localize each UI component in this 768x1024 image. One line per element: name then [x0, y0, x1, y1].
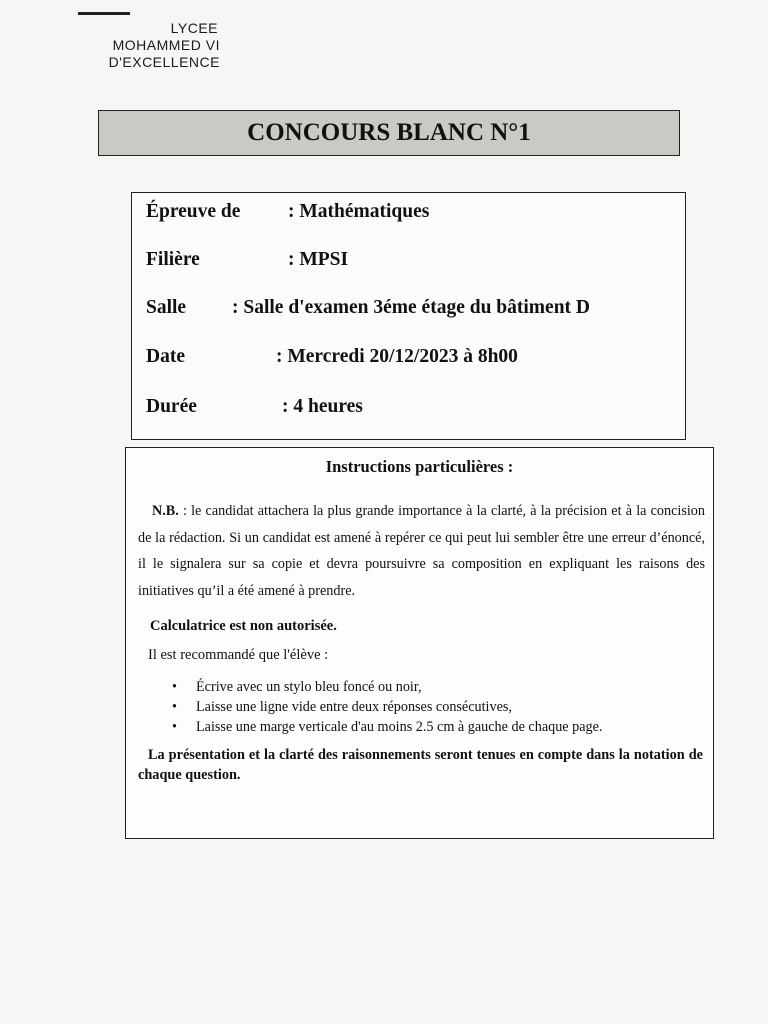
logo-mark: [78, 12, 130, 15]
calculator-notice: Calculatrice est non autorisée.: [150, 618, 337, 634]
info-row-room: [146, 297, 675, 325]
logo-line-3: D'EXCELLENCE: [108, 54, 220, 70]
logo-line-2: MOHAMMED VI: [112, 37, 220, 53]
info-value: : MPSI: [288, 249, 349, 270]
school-logo: [78, 12, 220, 71]
recommendation-intro: Il est recommandé que l'élève :: [148, 647, 329, 663]
instructions-box: [125, 447, 714, 839]
logo-line-1: LYCEE: [170, 20, 218, 36]
instructions-title: Instructions particulières :: [325, 457, 514, 476]
info-row-date: [146, 346, 675, 374]
recommendation-list: [172, 677, 602, 737]
info-label: Durée: [146, 396, 197, 417]
exam-title-banner: [98, 110, 680, 156]
info-value: : Mathématiques: [288, 201, 430, 222]
list-item: • Laisse une marge verticale d'au moins 2.5 cm à gauche de chaque page.: [172, 717, 602, 737]
nb-paragraph: [138, 498, 705, 604]
exam-title: CONCOURS BLANC N°1: [247, 119, 531, 146]
info-row-track: [146, 249, 675, 277]
list-item: • Écrive avec un stylo bleu foncé ou noir,: [172, 677, 602, 697]
nb-label: N.B.: [152, 503, 179, 519]
info-label: Date: [146, 346, 185, 367]
info-row-subject: [146, 201, 675, 229]
list-item: • Laisse une ligne vide entre deux réponses consécutives,: [172, 697, 602, 717]
info-row-duration: [146, 396, 675, 424]
info-label: Filière: [146, 249, 200, 270]
info-value: : Salle d'examen 3éme étage du bâtiment D: [232, 297, 590, 318]
info-label: Salle: [146, 297, 187, 318]
info-value: : 4 heures: [282, 396, 363, 417]
info-value: : Mercredi 20/12/2023 à 8h00: [276, 346, 518, 367]
info-label: Épreuve de: [146, 201, 241, 222]
closing-note: La présentation et la clarté des raisonnements seront tenues en compte dans la notation de chaque question.: [138, 747, 703, 783]
exam-info-box: [131, 192, 686, 440]
nb-text: : le candidat attachera la plus grande importance à la clarté, à la précision et à la concision de la rédaction. Si un candidat est amené à repérer ce qui peut lui sembler être une erreur d’énoncé, il le signalera sur sa copie et devra poursuivre sa composition en expliquant les raisons des initiatives qu’il a été amené à prendre.: [138, 503, 705, 599]
